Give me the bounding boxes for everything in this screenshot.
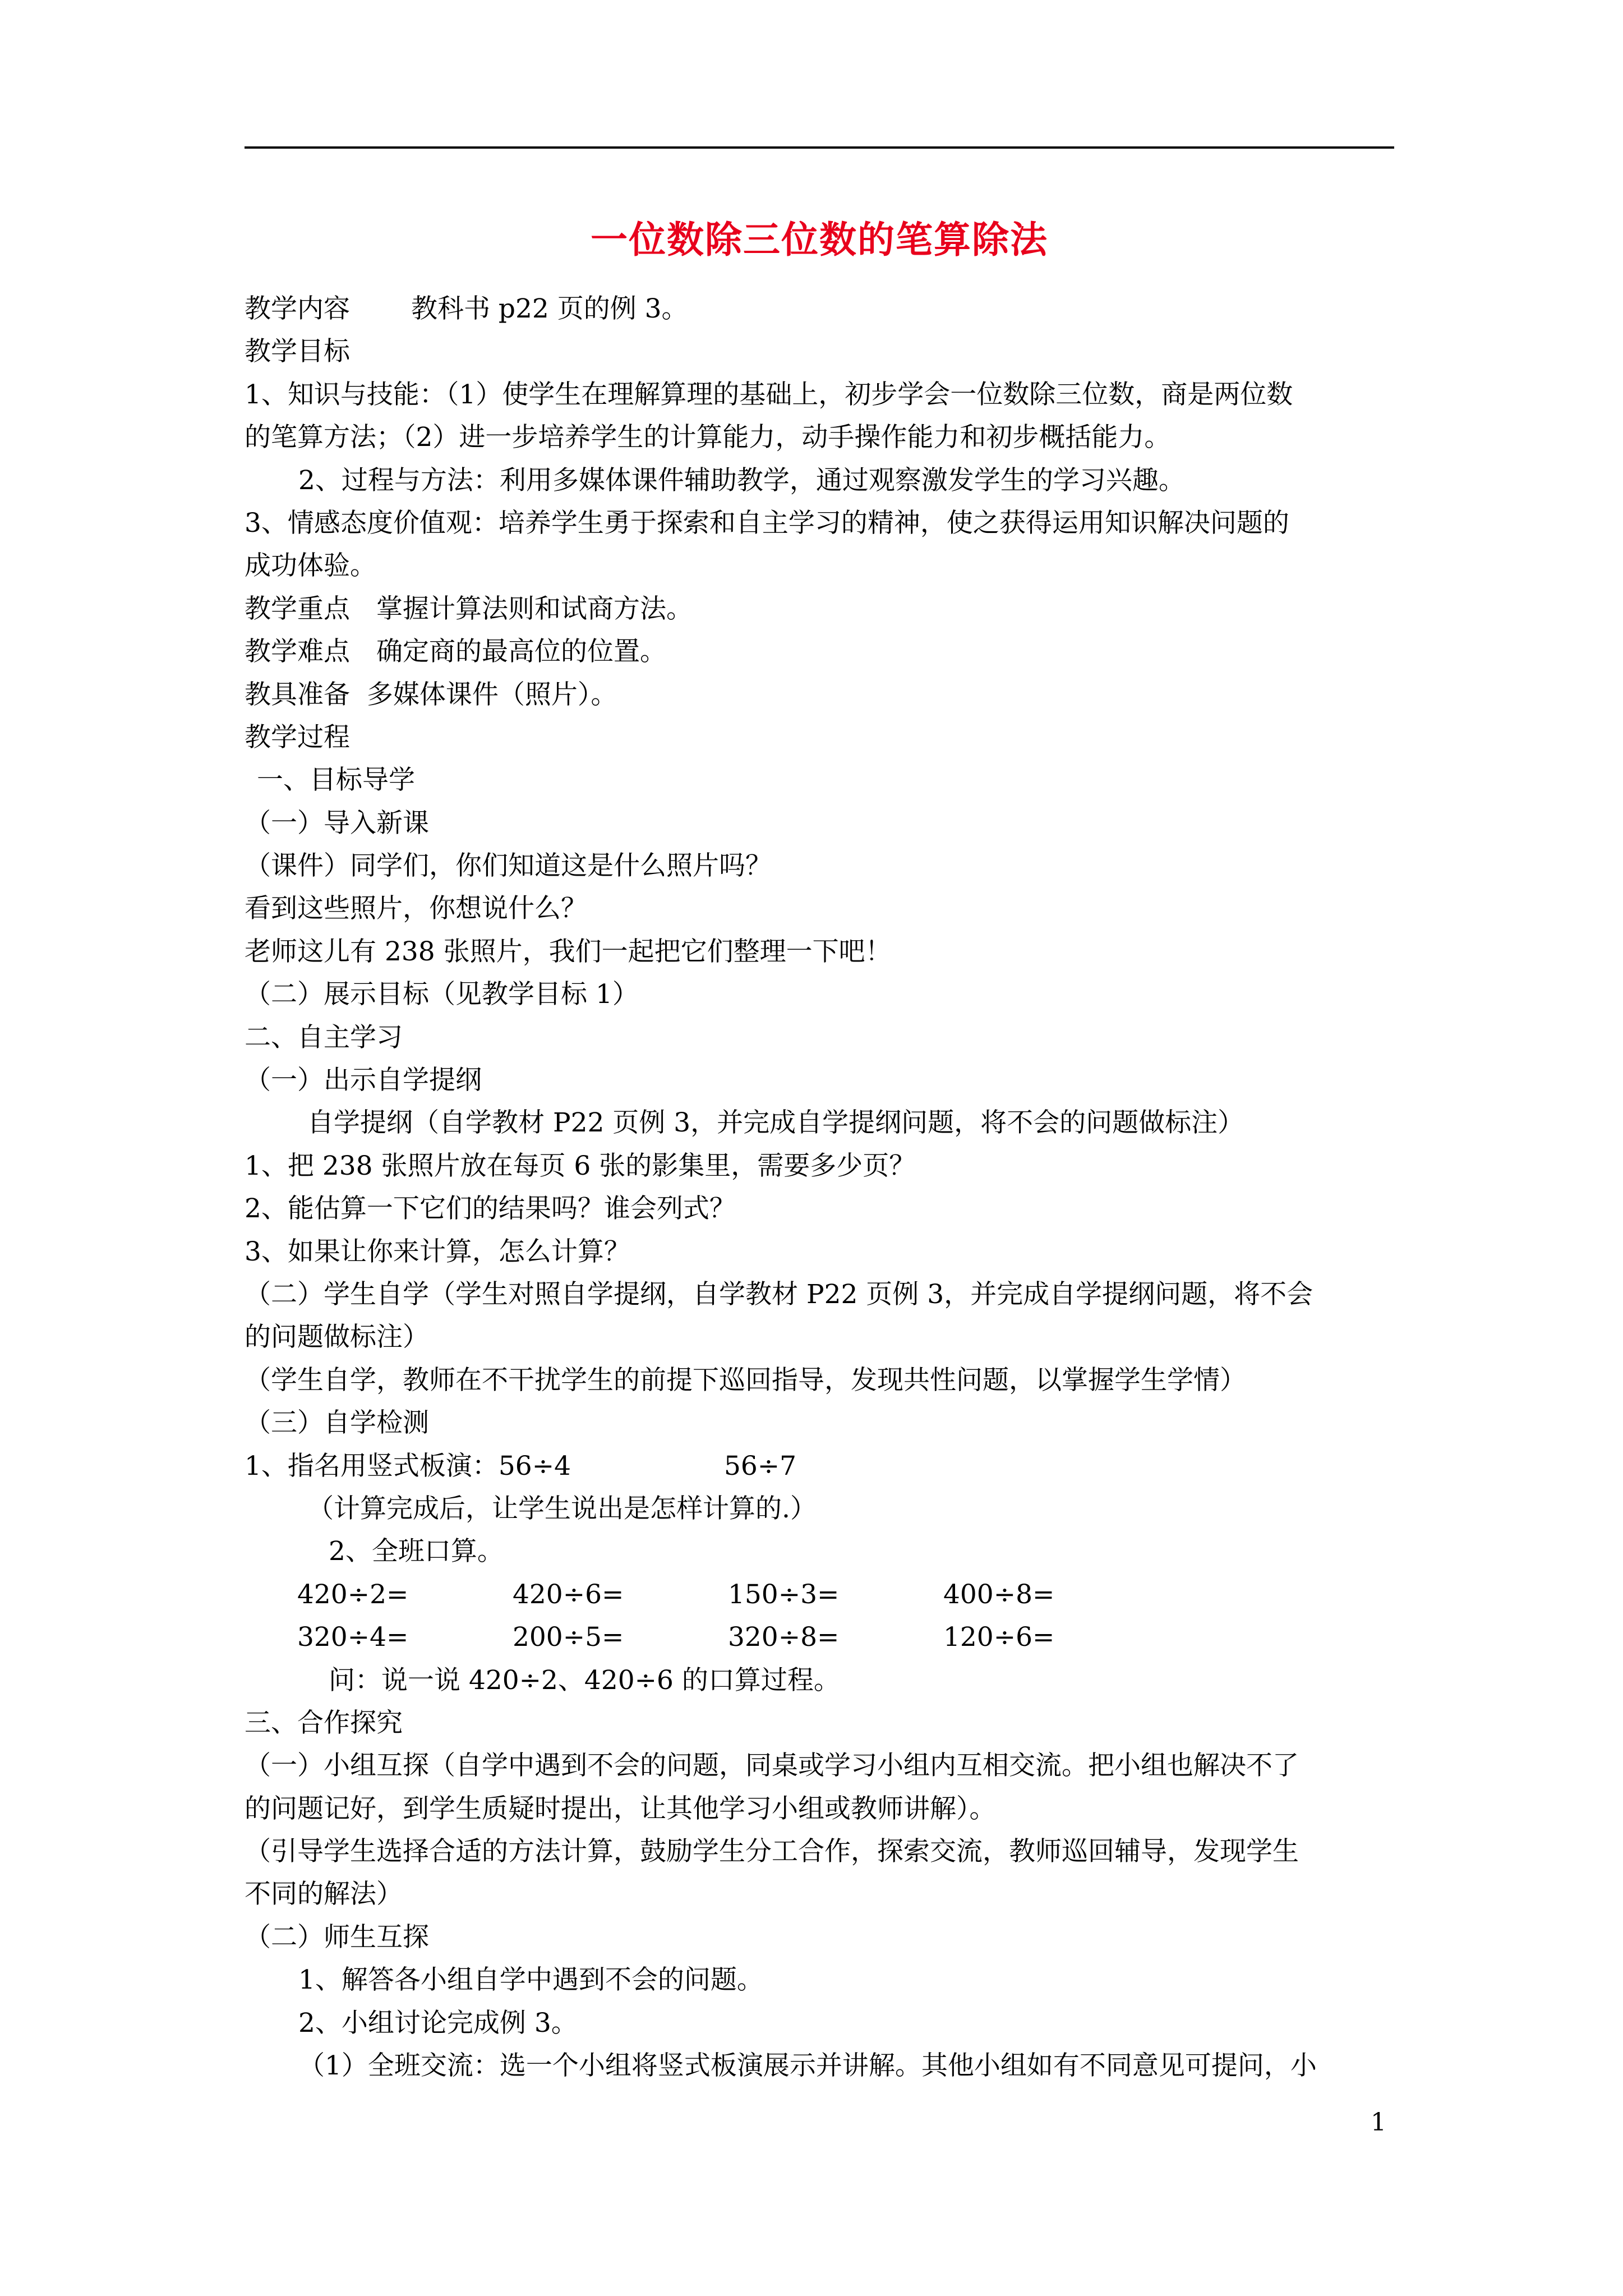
text-line: 教学难点 确定商的最高位的位置。 <box>245 636 666 668</box>
document-title: 一位数除三位数的笔算除法 <box>591 218 1048 261</box>
text-line: 一、目标导学 <box>257 765 415 796</box>
document-body <box>245 288 1395 2087</box>
text-line: 的问题做标注） <box>245 1322 429 1353</box>
text-line: （二）展示目标（见教学目标 1） <box>245 979 639 1010</box>
mental-math-item: 320÷8= <box>728 1622 840 1653</box>
text-line: 老师这儿有 238 张照片，我们一起把它们整理一下吧！ <box>245 936 892 967</box>
text-line: （引导学生选择合适的方法计算，鼓励学生分工合作，探索交流，教师巡回辅导，发现学生 <box>245 1836 1299 1867</box>
text-line: （计算完成后，让学生说出是怎样计算的.） <box>307 1493 817 1524</box>
text-line: 的笔算方法；（2）进一步培养学生的计算能力，动手操作能力和初步概括能力。 <box>245 422 1171 453</box>
text-line: （学生自学，教师在不干扰学生的前提下巡回指导，发现共性问题，以掌握学生学情） <box>245 1364 1246 1396</box>
text-line: 2、能估算一下它们的结果吗？谁会列式？ <box>245 1193 736 1225</box>
text-line: 三、合作探究 <box>245 1707 403 1738</box>
mental-math-item: 150÷3= <box>728 1579 840 1610</box>
mental-math-item: 120÷6= <box>943 1622 1055 1653</box>
text-line: 二、自主学习 <box>245 1022 403 1053</box>
page-number: 1 <box>1371 2108 1386 2137</box>
text-line: （一）小组互探（自学中遇到不会的问题，同桌或学习小组内互相交流。把小组也解决不了 <box>245 1750 1299 1782</box>
text-line: 教学过程 <box>245 721 350 753</box>
text-line: 自学提纲（自学教材 P22 页例 3，并完成自学提纲问题，将不会的问题做标注） <box>307 1107 1244 1139</box>
mental-math-item: 420÷2= <box>297 1579 409 1610</box>
exercise-item: 56÷7 <box>724 1450 797 1481</box>
text-line: （二）学生自学（学生对照自学提纲，自学教材 P22 页例 3，并完成自学提纲问题，将不会 <box>245 1278 1313 1310</box>
text-line: 教具准备 多媒体课件（照片）。 <box>245 679 617 710</box>
text-line: （二）师生互探 <box>245 1921 429 1953</box>
header-rule <box>245 146 1394 149</box>
text-line: （三）自学检测 <box>245 1407 429 1439</box>
board-exercise-line <box>245 1445 1395 1488</box>
mental-math-row <box>245 1573 1395 1616</box>
text-line: 1、把 238 张照片放在每页 6 张的影集里，需要多少页？ <box>245 1150 916 1181</box>
text-line: 3、情感态度价值观：培养学生勇于探索和自主学习的精神，使之获得运用知识解决问题的 <box>245 507 1289 539</box>
text-line: 2、全班口算。 <box>329 1536 504 1567</box>
text-line: 看到这些照片，你想说什么？ <box>245 893 587 924</box>
text-line: 成功体验。 <box>245 550 376 582</box>
text-line: （一）出示自学提纲 <box>245 1065 482 1096</box>
text-line: 的问题记好，到学生质疑时提出，让其他学习小组或教师讲解）。 <box>245 1793 996 1824</box>
mental-math-item: 420÷6= <box>513 1579 624 1610</box>
text-line: （课件）同学们，你们知道这是什么照片吗？ <box>245 850 772 882</box>
text-line: 教学内容 教科书 p22 页的例 3。 <box>245 293 688 324</box>
mental-math-row <box>245 1616 1395 1659</box>
text-line: 3、如果让你来计算，怎么计算？ <box>245 1236 630 1267</box>
text-line: 2、过程与方法：利用多媒体课件辅助教学，通过观察激发学生的学习兴趣。 <box>298 464 1185 496</box>
mental-math-item: 200÷5= <box>513 1622 624 1653</box>
text-line: 2、小组讨论完成例 3。 <box>298 2007 578 2039</box>
text-line: 教学目标 <box>245 336 350 367</box>
mental-math-item: 320÷4= <box>297 1622 409 1653</box>
text-line: 1、解答各小组自学中遇到不会的问题。 <box>298 1964 763 1996</box>
text-line: （1）全班交流：选一个小组将竖式板演展示并讲解。其他小组如有不同意见可提问，小 <box>298 2050 1317 2082</box>
exercise-label: 1、指名用竖式板演：56÷4 <box>245 1450 571 1481</box>
text-line: 问：说一说 420÷2、420÷6 的口算过程。 <box>329 1664 840 1696</box>
text-line: 教学重点 掌握计算法则和试商方法。 <box>245 593 693 624</box>
mental-math-item: 400÷8= <box>943 1579 1055 1610</box>
text-line: 1、知识与技能：（1）使学生在理解算理的基础上，初步学会一位数除三位数，商是两位数 <box>245 379 1293 410</box>
text-line: 不同的解法） <box>245 1879 403 1910</box>
text-line: （一）导入新课 <box>245 807 429 839</box>
